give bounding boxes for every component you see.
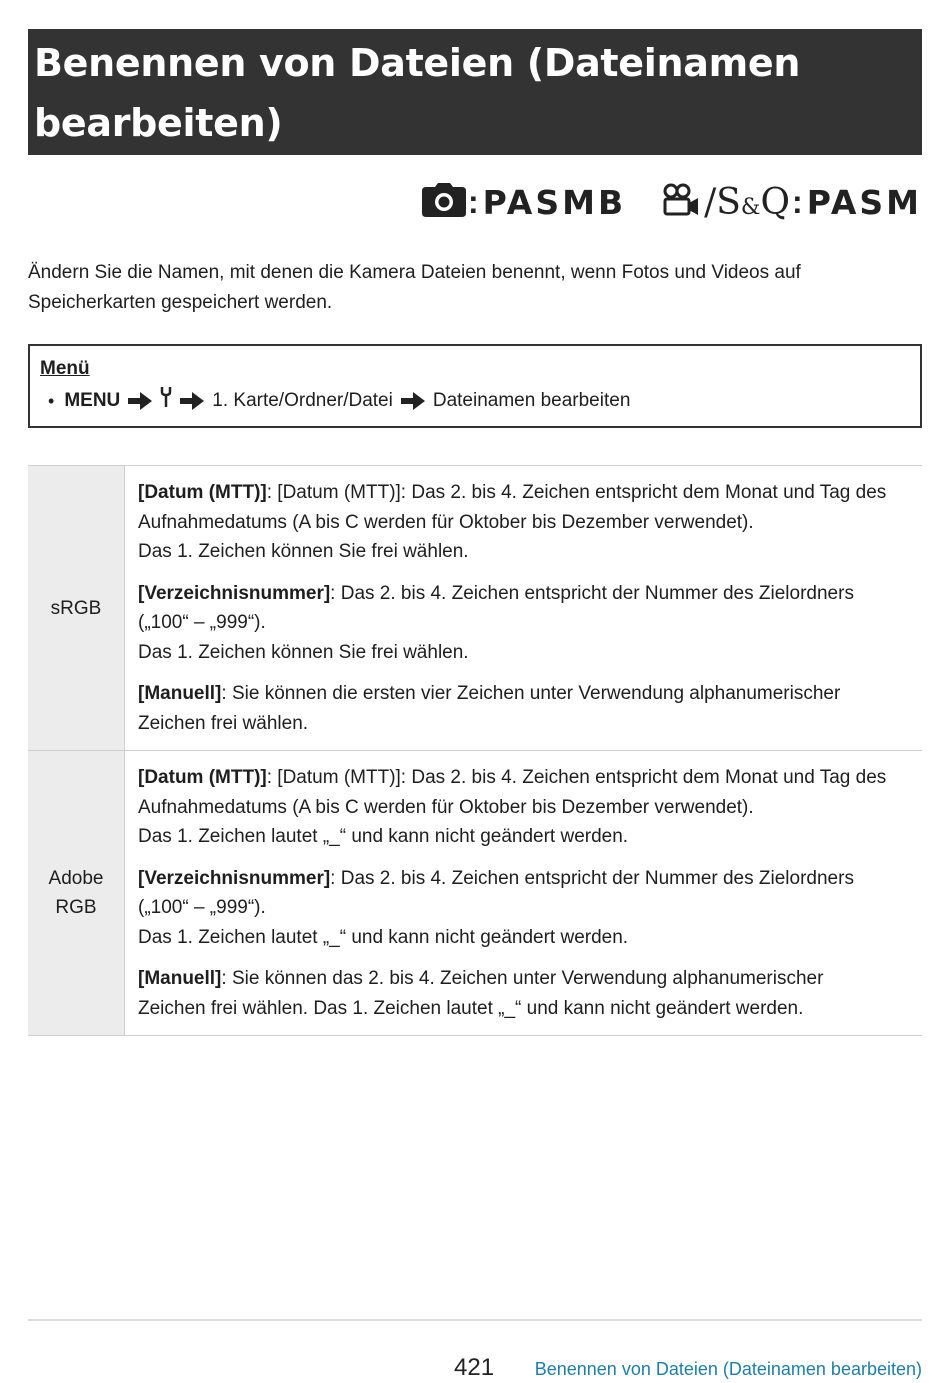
entry-date: [Datum (MTT)]: [Datum (MTT)]: Das 2. bis 4. Zeichen entspricht dem Monat und Tag des Aufnahmedatums (A bis C werden für Oktober bis Dezember verwendet). Das 1. Zeichen können Sie frei wählen. [138, 482, 887, 562]
page-title-line2: bearbeiten) [34, 101, 283, 145]
menu-path [40, 386, 920, 416]
arrow-right-icon [180, 392, 204, 410]
table-row [28, 751, 922, 1036]
camera-icon [422, 183, 466, 222]
page-title-bar [28, 29, 922, 155]
entry-manual: [Manuell]: Sie können die ersten vier Zeichen unter Verwendung alphanumerischer Zeichen frei wählen. [138, 683, 841, 734]
footer-divider [28, 1319, 922, 1321]
video-sq-label: /S&Q [704, 181, 791, 223]
entry-date: [Datum (MTT)]: [Datum (MTT)]: Das 2. bis 4. Zeichen entspricht dem Monat und Tag des Aufnahmedatums (A bis C werden für Oktober bis Dezember verwendet). Das 1. Zeichen lautet „_“ und kann nicht geändert werden. [138, 767, 887, 847]
page-title-line1: Benennen von Dateien (Dateinamen [34, 41, 801, 85]
options-table [28, 465, 922, 1036]
footer-section-link[interactable]: Benennen von Dateien (Dateinamen bearbeiten) [534, 1359, 922, 1379]
bullet: • [48, 391, 55, 411]
arrow-right-icon [401, 392, 425, 410]
wrench-icon [160, 386, 172, 416]
intro-paragraph: Ändern Sie die Namen, mit denen die Kamera Dateien benennt, wenn Fotos und Videos auf Speicherkarten gespeichert werden. [28, 262, 801, 313]
menu-step-1: 1. Karte/Ordner/Datei [212, 390, 393, 411]
photo-mode-letters: PASMB [482, 182, 627, 222]
menu-step-2: Dateinamen bearbeiten [432, 390, 631, 411]
row-header-adobe-rgb: Adobe RGB [28, 751, 125, 1035]
arrow-right-icon [128, 392, 152, 410]
row-header-srgb: sRGB [28, 466, 125, 750]
shooting-modes [422, 178, 922, 226]
menu-word: MENU [64, 390, 121, 411]
movie-camera-icon [662, 183, 700, 222]
video-mode-letters: PASM [806, 182, 922, 222]
photo-modes: : PASMB [422, 183, 626, 222]
row-body [125, 751, 922, 1035]
row-body [125, 466, 922, 750]
table-row [28, 466, 922, 751]
page-title [34, 33, 922, 153]
menu-path-box [28, 344, 922, 428]
video-modes: /S&Q : PASM [662, 182, 922, 223]
page-number: 421 [454, 1354, 495, 1381]
entry-manual: [Manuell]: Sie können das 2. bis 4. Zeichen unter Verwendung alphanumerischer Zeichen frei wählen. Das 1. Zeichen lautet „_“ und kann nicht geändert werden. [138, 968, 824, 1019]
entry-folder-number: [Verzeichnisnummer]: Das 2. bis 4. Zeichen entspricht der Nummer des Zielordners („100“ – „999“). Das 1. Zeichen lautet „_“ und kann nicht geändert werden. [138, 867, 854, 948]
entry-folder-number: [Verzeichnisnummer]: Das 2. bis 4. Zeichen entspricht der Nummer des Zielordners („100“ – „999“). Das 1. Zeichen können Sie frei wählen. [138, 582, 854, 663]
menu-heading: Menü [40, 358, 90, 379]
